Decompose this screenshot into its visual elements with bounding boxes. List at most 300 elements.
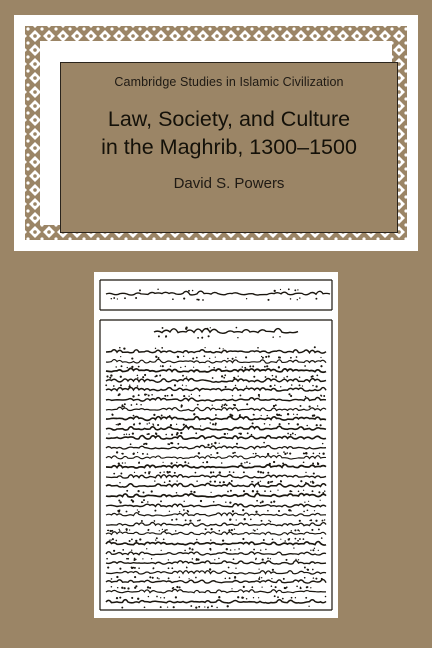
script-line xyxy=(106,483,326,487)
diacritic-dot xyxy=(285,587,287,589)
diacritic-dot xyxy=(120,356,121,357)
diacritic-dot xyxy=(253,549,255,551)
diacritic-dot xyxy=(239,414,241,416)
diacritic-dot xyxy=(324,519,325,520)
diacritic-dot xyxy=(270,490,272,492)
diacritic-dot xyxy=(160,500,162,502)
diacritic-dot xyxy=(307,509,309,511)
script-line xyxy=(106,378,326,382)
diacritic-dot xyxy=(159,530,160,531)
diacritic-dot xyxy=(109,540,110,541)
diacritic-dot xyxy=(313,453,315,455)
diacritic-dot xyxy=(304,365,306,367)
diacritic-dot xyxy=(137,598,139,600)
diacritic-dot xyxy=(183,509,185,511)
diacritic-dot xyxy=(182,385,183,386)
diacritic-dot xyxy=(116,451,118,453)
diacritic-dot xyxy=(119,501,121,503)
diacritic-dot xyxy=(253,529,254,530)
diacritic-dot xyxy=(256,500,258,502)
diacritic-dot xyxy=(278,366,280,368)
diacritic-dot xyxy=(311,376,313,378)
diacritic-dot xyxy=(184,461,186,463)
diacritic-dot xyxy=(229,501,231,503)
diacritic-dot xyxy=(270,481,272,483)
diacritic-dot xyxy=(118,499,120,501)
diacritic-dot xyxy=(222,539,224,541)
diacritic-dot xyxy=(261,577,262,578)
diacritic-dot xyxy=(255,559,256,560)
diacritic-dot xyxy=(258,597,259,598)
script-line xyxy=(106,407,326,411)
diacritic-dot xyxy=(239,394,241,396)
diacritic-dot xyxy=(142,453,144,455)
diacritic-dot xyxy=(258,396,260,398)
diacritic-dot xyxy=(277,596,279,598)
diacritic-dot xyxy=(290,298,292,300)
diacritic-dot xyxy=(295,559,296,560)
diacritic-dot xyxy=(322,520,324,522)
diacritic-dot xyxy=(210,454,212,456)
diacritic-dot xyxy=(322,443,323,444)
diacritic-dot xyxy=(115,366,116,367)
diacritic-dot xyxy=(209,358,210,359)
diacritic-dot xyxy=(162,462,163,463)
diacritic-dot xyxy=(273,461,275,463)
diacritic-dot xyxy=(171,567,173,569)
diacritic-dot xyxy=(167,471,169,473)
diacritic-dot xyxy=(226,548,228,550)
diacritic-dot xyxy=(164,482,166,484)
script-line xyxy=(106,494,326,497)
diacritic-dot xyxy=(126,530,127,531)
diacritic-dot xyxy=(246,403,248,405)
diacritic-dot xyxy=(282,598,284,600)
diacritic-dot xyxy=(269,424,270,425)
diacritic-dot xyxy=(296,585,298,587)
diacritic-dot xyxy=(137,375,139,377)
diacritic-dot xyxy=(110,530,112,532)
diacritic-dot xyxy=(306,586,308,588)
diacritic-dot xyxy=(126,511,128,513)
diacritic-dot xyxy=(275,404,277,406)
diacritic-dot xyxy=(235,385,236,386)
diacritic-dot xyxy=(149,422,150,423)
diacritic-dot xyxy=(132,500,134,502)
arabic-manuscript-page-icon xyxy=(94,272,338,618)
diacritic-dot xyxy=(300,587,302,589)
diacritic-dot xyxy=(144,472,146,474)
diacritic-dot xyxy=(236,443,238,445)
diacritic-dot xyxy=(267,472,269,474)
diacritic-dot xyxy=(265,549,267,551)
diacritic-dot xyxy=(191,394,192,395)
diacritic-dot xyxy=(318,550,319,551)
diacritic-dot xyxy=(147,501,148,502)
diacritic-dot xyxy=(272,538,274,540)
diacritic-dot xyxy=(242,509,244,511)
diacritic-dot xyxy=(175,530,177,532)
diacritic-dot xyxy=(261,520,263,522)
diacritic-dot xyxy=(162,529,163,530)
diacritic-dot xyxy=(209,366,210,367)
diacritic-dot xyxy=(156,537,158,539)
diacritic-dot xyxy=(185,328,187,330)
diacritic-dot xyxy=(214,559,215,560)
diacritic-dot xyxy=(159,472,161,474)
diacritic-dot xyxy=(198,299,200,301)
diacritic-dot xyxy=(216,452,218,454)
diacritic-dot xyxy=(308,606,309,607)
diacritic-dot xyxy=(176,586,178,588)
diacritic-dot xyxy=(134,587,136,589)
diacritic-dot xyxy=(305,597,307,599)
ornamental-frame xyxy=(14,15,418,251)
diacritic-dot xyxy=(158,357,160,359)
diacritic-dot xyxy=(291,597,293,599)
diacritic-dot xyxy=(321,537,323,539)
diacritic-dot xyxy=(280,480,282,482)
diacritic-dot xyxy=(210,492,211,493)
diacritic-dot xyxy=(106,375,108,377)
diacritic-dot xyxy=(270,501,272,503)
diacritic-dot xyxy=(310,481,312,483)
diacritic-dot xyxy=(133,415,135,417)
diacritic-dot xyxy=(160,597,161,598)
diacritic-dot xyxy=(121,453,122,454)
diacritic-dot xyxy=(188,395,189,396)
diacritic-dot xyxy=(320,365,322,367)
diacritic-dot xyxy=(260,481,261,482)
diacritic-dot xyxy=(224,374,226,376)
diacritic-dot xyxy=(155,432,157,434)
diacritic-dot xyxy=(320,500,321,501)
diacritic-dot xyxy=(234,404,236,406)
diacritic-dot xyxy=(278,510,280,512)
diacritic-dot xyxy=(197,404,199,406)
diacritic-dot xyxy=(264,490,266,492)
diacritic-dot xyxy=(271,585,273,587)
diacritic-dot xyxy=(215,356,216,357)
diacritic-dot xyxy=(156,596,158,598)
diacritic-dot xyxy=(287,433,289,435)
diacritic-dot xyxy=(118,394,120,396)
script-line xyxy=(106,436,326,440)
diacritic-dot xyxy=(133,423,134,424)
diacritic-dot xyxy=(133,559,135,561)
diacritic-dot xyxy=(119,529,120,530)
diacritic-dot xyxy=(291,530,292,531)
diacritic-dot xyxy=(157,289,159,291)
diacritic-dot xyxy=(191,548,193,550)
diacritic-dot xyxy=(121,365,123,367)
diacritic-dot xyxy=(207,328,209,330)
diacritic-dot xyxy=(186,567,188,569)
diacritic-dot xyxy=(279,336,280,337)
diacritic-dot xyxy=(120,473,122,475)
diacritic-dot xyxy=(299,297,300,298)
diacritic-dot xyxy=(267,415,268,416)
diacritic-dot xyxy=(203,355,205,357)
diacritic-dot xyxy=(196,559,198,561)
diacritic-dot xyxy=(182,375,184,377)
diacritic-dot xyxy=(321,578,323,580)
diacritic-dot xyxy=(229,519,231,521)
diacritic-dot xyxy=(298,491,300,493)
diacritic-dot xyxy=(272,569,274,571)
diacritic-dot xyxy=(299,530,300,531)
script-line xyxy=(106,475,326,478)
diacritic-dot xyxy=(315,578,317,580)
diacritic-dot xyxy=(310,587,311,588)
script-line xyxy=(106,359,326,363)
script-line xyxy=(106,445,326,449)
diacritic-dot xyxy=(165,335,167,337)
book-title-line-2: in the Maghrib, 1300–1500 xyxy=(101,135,357,159)
diacritic-dot xyxy=(268,355,270,357)
diacritic-dot xyxy=(135,297,137,299)
diacritic-dot xyxy=(314,548,315,549)
diacritic-dot xyxy=(221,462,223,464)
diacritic-dot xyxy=(274,290,276,292)
diacritic-dot xyxy=(246,386,247,387)
diacritic-dot xyxy=(140,404,141,405)
diacritic-dot xyxy=(227,491,229,493)
diacritic-dot xyxy=(314,346,316,348)
diacritic-dot xyxy=(296,414,298,416)
diacritic-dot xyxy=(157,577,159,579)
diacritic-dot xyxy=(155,375,157,377)
diacritic-dot xyxy=(148,529,150,531)
diacritic-dot xyxy=(201,337,203,339)
diacritic-dot xyxy=(304,502,305,503)
diacritic-dot xyxy=(183,501,184,502)
diacritic-dot xyxy=(252,422,254,424)
diacritic-dot xyxy=(312,385,313,386)
series-name: Cambridge Studies in Islamic Civilization xyxy=(114,75,344,89)
diacritic-dot xyxy=(142,376,144,378)
diacritic-dot xyxy=(227,605,229,607)
diacritic-dot xyxy=(311,529,313,531)
diacritic-dot xyxy=(235,568,236,569)
diacritic-dot xyxy=(234,528,235,529)
diacritic-dot xyxy=(233,471,235,473)
diacritic-dot xyxy=(210,327,211,328)
diacritic-dot xyxy=(274,595,276,597)
diacritic-dot xyxy=(179,586,181,588)
diacritic-dot xyxy=(271,578,272,579)
diacritic-dot xyxy=(219,481,221,483)
diacritic-dot xyxy=(122,549,124,551)
diacritic-dot xyxy=(286,376,288,378)
diacritic-dot xyxy=(253,597,254,598)
diacritic-dot xyxy=(148,433,150,435)
diacritic-dot xyxy=(116,576,118,578)
diacritic-dot xyxy=(264,423,266,425)
diacritic-dot xyxy=(190,605,192,607)
diacritic-dot xyxy=(129,529,130,530)
diacritic-dot xyxy=(218,596,220,598)
diacritic-dot xyxy=(280,289,281,290)
diacritic-dot xyxy=(243,586,245,588)
diacritic-dot xyxy=(161,415,163,417)
script-line xyxy=(106,561,326,564)
diacritic-dot xyxy=(238,376,239,377)
diacritic-dot xyxy=(254,530,256,532)
diacritic-dot xyxy=(144,606,146,608)
diacritic-dot xyxy=(154,480,155,481)
diacritic-dot xyxy=(116,597,118,599)
diacritic-dot xyxy=(199,395,201,397)
diacritic-dot xyxy=(132,453,134,455)
diacritic-dot xyxy=(240,463,242,465)
diacritic-dot xyxy=(196,539,198,541)
diacritic-dot xyxy=(317,462,319,464)
diacritic-dot xyxy=(233,558,235,560)
diacritic-dot xyxy=(204,347,205,348)
diacritic-dot xyxy=(232,395,233,396)
diacritic-dot xyxy=(126,490,128,492)
diacritic-dot xyxy=(260,502,262,504)
script-line xyxy=(106,291,330,295)
diacritic-dot xyxy=(318,528,320,530)
diacritic-dot xyxy=(129,384,130,385)
diacritic-dot xyxy=(325,596,327,598)
diacritic-dot xyxy=(307,569,309,571)
diacritic-dot xyxy=(279,357,281,359)
diacritic-dot xyxy=(125,462,126,463)
diacritic-dot xyxy=(292,432,294,434)
diacritic-dot xyxy=(222,404,224,406)
diacritic-dot xyxy=(255,511,257,513)
diacritic-dot xyxy=(297,423,299,425)
diacritic-dot xyxy=(320,424,322,426)
diacritic-dot xyxy=(297,299,298,300)
diacritic-dot xyxy=(303,511,305,513)
diacritic-dot xyxy=(168,577,170,579)
diacritic-dot xyxy=(138,366,140,368)
diacritic-dot xyxy=(124,403,126,405)
diacritic-dot xyxy=(169,471,171,473)
diacritic-dot xyxy=(231,480,233,482)
diacritic-dot xyxy=(170,365,171,366)
diacritic-dot xyxy=(306,425,308,427)
diacritic-dot xyxy=(179,576,180,577)
diacritic-dot xyxy=(186,376,187,377)
diacritic-dot xyxy=(284,540,286,542)
diacritic-dot xyxy=(295,538,297,540)
diacritic-dot xyxy=(275,586,277,588)
diacritic-dot xyxy=(316,375,318,377)
diacritic-dot xyxy=(126,434,127,435)
diacritic-dot xyxy=(214,424,216,426)
diacritic-dot xyxy=(288,288,290,290)
diacritic-dot xyxy=(229,577,231,579)
diacritic-dot xyxy=(236,519,237,520)
diacritic-dot xyxy=(198,452,200,454)
diacritic-dot xyxy=(240,433,242,435)
diacritic-dot xyxy=(111,586,113,588)
diacritic-dot xyxy=(177,443,179,445)
diacritic-dot xyxy=(296,356,298,358)
diacritic-dot xyxy=(312,569,314,571)
diacritic-dot xyxy=(131,358,133,360)
diacritic-dot xyxy=(260,549,261,550)
diacritic-dot xyxy=(123,434,125,436)
diacritic-dot xyxy=(225,501,226,502)
diacritic-dot xyxy=(132,395,134,397)
diacritic-dot xyxy=(313,577,314,578)
diacritic-dot xyxy=(212,405,213,406)
diacritic-dot xyxy=(149,471,150,472)
diacritic-dot xyxy=(231,529,233,531)
diacritic-dot xyxy=(303,461,305,463)
diacritic-dot xyxy=(109,377,111,379)
diacritic-dot xyxy=(151,490,153,492)
diacritic-dot xyxy=(318,491,320,493)
diacritic-dot xyxy=(164,597,166,599)
diacritic-dot xyxy=(249,463,250,464)
diacritic-dot xyxy=(229,471,231,473)
diacritic-dot xyxy=(293,547,294,548)
diacritic-dot xyxy=(197,520,198,521)
diacritic-dot xyxy=(258,568,259,569)
diacritic-dot xyxy=(205,528,207,530)
diacritic-dot xyxy=(246,298,247,299)
diacritic-dot xyxy=(119,530,120,531)
diacritic-dot xyxy=(322,453,324,455)
diacritic-dot xyxy=(218,558,220,560)
diacritic-dot xyxy=(269,463,271,465)
diacritic-dot xyxy=(199,519,201,521)
diacritic-dot xyxy=(305,396,306,397)
diacritic-dot xyxy=(272,336,274,338)
diacritic-dot xyxy=(280,539,281,540)
diacritic-dot xyxy=(143,443,145,445)
diacritic-dot xyxy=(202,299,204,301)
diacritic-dot xyxy=(243,490,245,492)
diacritic-dot xyxy=(321,395,323,397)
diacritic-dot xyxy=(179,511,180,512)
book-title-line-1: Law, Society, and Culture xyxy=(107,107,351,131)
diacritic-dot xyxy=(312,549,314,551)
script-line xyxy=(106,532,326,535)
diacritic-dot xyxy=(284,453,286,455)
diacritic-dot xyxy=(261,415,262,416)
diacritic-dot xyxy=(275,375,277,377)
diacritic-dot xyxy=(288,423,290,425)
diacritic-dot xyxy=(136,403,138,405)
diacritic-dot xyxy=(195,472,197,474)
diacritic-dot xyxy=(183,424,185,426)
diacritic-dot xyxy=(280,386,281,387)
diacritic-dot xyxy=(196,357,198,359)
diacritic-dot xyxy=(141,520,143,522)
diacritic-dot xyxy=(219,443,220,444)
diacritic-dot xyxy=(107,567,109,569)
diacritic-dot xyxy=(193,413,195,415)
diacritic-dot xyxy=(225,578,227,580)
diacritic-dot xyxy=(164,529,166,531)
diacritic-dot xyxy=(295,597,296,598)
diacritic-dot xyxy=(252,365,254,367)
diacritic-dot xyxy=(157,424,159,426)
diacritic-dot xyxy=(207,444,209,446)
diacritic-dot xyxy=(231,588,232,589)
diacritic-dot xyxy=(138,567,140,569)
diacritic-dot xyxy=(221,406,223,408)
diacritic-dot xyxy=(223,404,225,406)
